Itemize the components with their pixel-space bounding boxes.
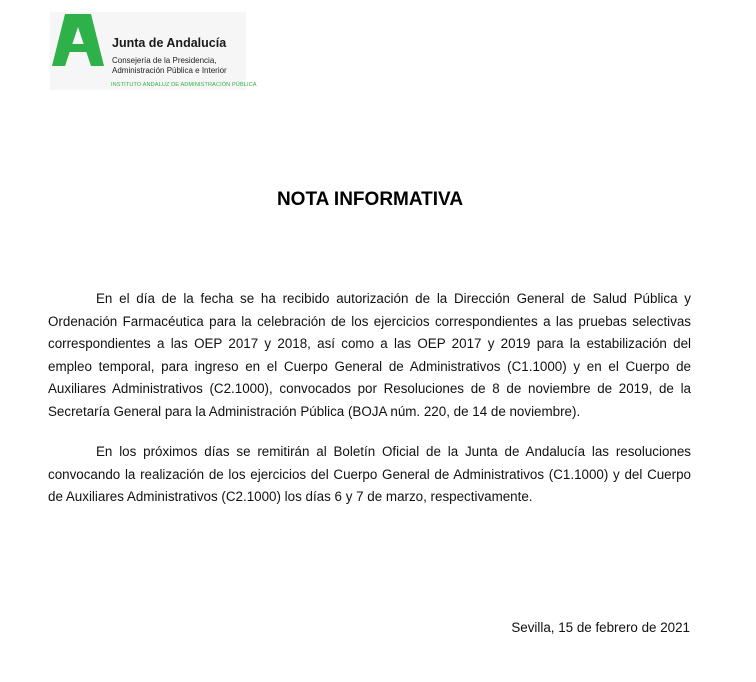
org-name: Junta de Andalucía xyxy=(112,36,227,50)
body-paragraph-1: En el día de la fecha se ha recibido autorización de la Dirección General de Salud Pública y Ordenación Farmacéutica para la celebración de los ejercicios correspondientes a las pruebas selectivas correspondientes a las OEP 2017 y 2018, así como a las OEP 2017 y 2019 para la estabilización del empleo temporal, para ingreso en el Cuerpo General de Administrativos (C1.1000) y en el Cuerpo de Auxiliares Administrativos (C2.1000), convocados por Resoluciones de 8 de noviembre de 2019, de la Secretaría General para la Administración Pública (BOJA núm. 220, de 14 de noviembre). xyxy=(48,291,691,419)
body-paragraph-2: En los próximos días se remitirán al Boletín Oficial de la Junta de Andalucía las resoluciones convocando la realización de los ejercicios del Cuerpo General de Administrativos (C1.1000) y del Cuerpo de Auxiliares Administrativos (C2.1000) los días 6 y 7 de marzo, respectivamente. xyxy=(48,444,691,505)
institute-name: INSTITUTO ANDALUZ DE ADMINISTRACIÓN PÚBLICA xyxy=(111,82,257,88)
org-department-line-1: Consejería de la Presidencia, xyxy=(112,56,217,65)
signature-date: Sevilla, 15 de febrero de 2021 xyxy=(511,620,690,635)
junta-andalucia-logo-icon xyxy=(52,14,104,66)
org-department-line-2: Administración Pública e Interior xyxy=(112,66,227,75)
document-title: NOTA INFORMATIVA xyxy=(276,189,464,210)
letterhead xyxy=(50,12,257,90)
